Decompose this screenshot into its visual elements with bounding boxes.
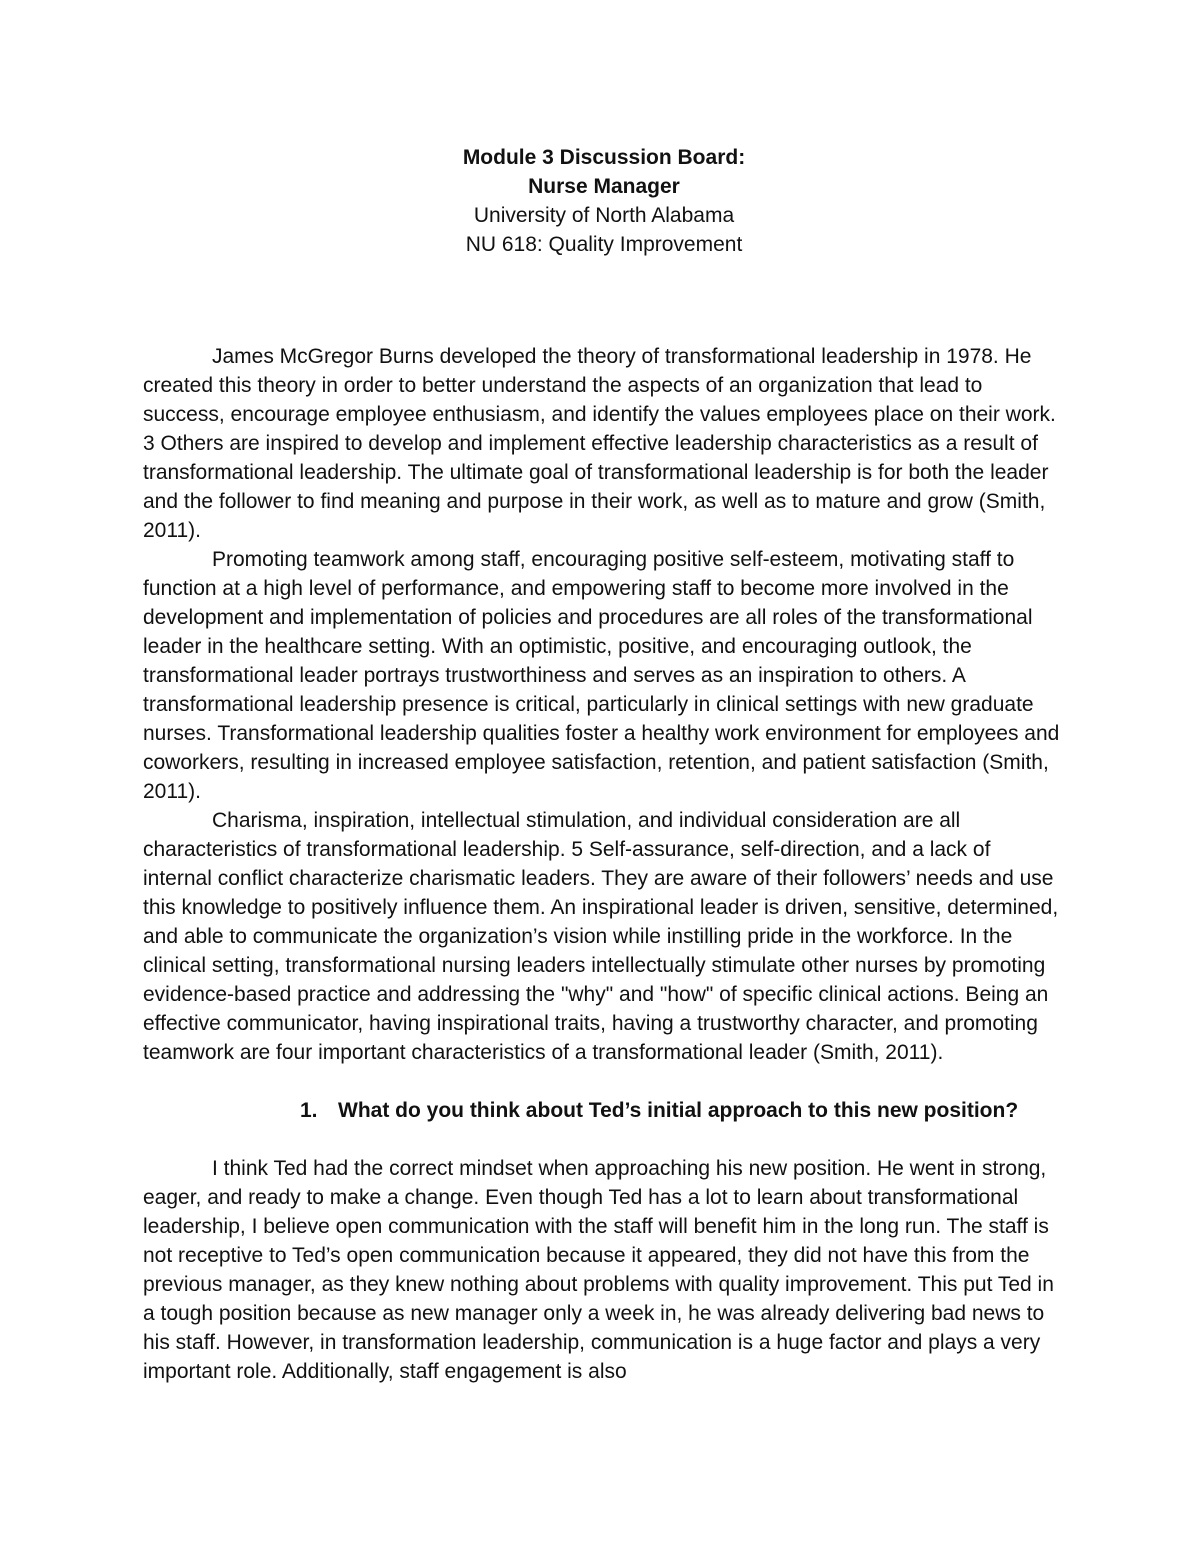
question-number: 1. [300, 1099, 318, 1122]
document-header [0, 143, 1200, 259]
title-line-2: Nurse Manager [528, 175, 680, 198]
paragraph-1: James McGregor Burns developed the theory of transformational leadership in 1978. He created this theory in order to better understand the aspects of an organization that lead to success, encourage employee enthusiasm, and identify the values employees place on their work. 3 Others are inspired to develop and implement effective leadership characteristics as a result of transformational leadership. The ultimate goal of transformational leadership is for both the leader and the follower to find meaning and purpose in their work, as well as to mature and grow (Smith, 2011). [143, 345, 1056, 542]
title-line-1: Module 3 Discussion Board: [462, 146, 746, 169]
paragraph-2: Promoting teamwork among staff, encouraging positive self-esteem, motivating staff to function at a high level of performance, and empowering staff to become more involved in the development and implementation of policies and procedures are all roles of the transformational leader in the healthcare setting. With an optimistic, positive, and encouraging outlook, the transformational leader portrays trustworthiness and serves as an inspiration to others. A transformational leadership presence is critical, particularly in clinical settings with new graduate nurses. Transformational leadership qualities foster a healthy work environment for employees and coworkers, resulting in increased employee satisfaction, retention, and patient satisfaction (Smith, 2011). [143, 548, 1060, 803]
document-body [143, 342, 1063, 1386]
paragraph-3: Charisma, inspiration, intellectual stimulation, and individual consideration are all characteristics of transformational leadership. 5 Self-assurance, self-direction, and a lack of internal conflict characterize charismatic leaders. They are aware of their followers’ needs and use this knowledge to positively influence them. An inspirational leader is driven, sensitive, determined, and able to communicate the organization’s vision while instilling pride in the workforce. In the clinical setting, transformational nursing leaders intellectually stimulate other nurses by promoting evidence-based practice and addressing the "why" and "how" of specific clinical actions. Being an effective communicator, having inspirational traits, having a trustworthy character, and promoting teamwork are four important characteristics of a transformational leader (Smith, 2011). [143, 809, 1059, 1064]
answer-paragraph: I think Ted had the correct mindset when approaching his new position. He went in strong, eager, and ready to make a change. Even though Ted has a lot to learn about transformational leadership, I believe open communication with the staff will benefit him in the long run. The staff is not receptive to Ted’s open communication because it appeared, they did not have this from the previous manager, as they knew nothing about problems with quality improvement. This put Ted in a tough position because as new manager only a week in, he was already delivering bad news to his staff. However, in transformation leadership, communication is a huge factor and plays a very important role. Additionally, staff engagement is also [143, 1157, 1054, 1383]
question-text: What do you think about Ted’s initial approach to this new position? [338, 1099, 1019, 1122]
question-1 [143, 1096, 1063, 1125]
course-name: NU 618: Quality Improvement [465, 233, 743, 256]
university-name: University of North Alabama [473, 204, 735, 227]
